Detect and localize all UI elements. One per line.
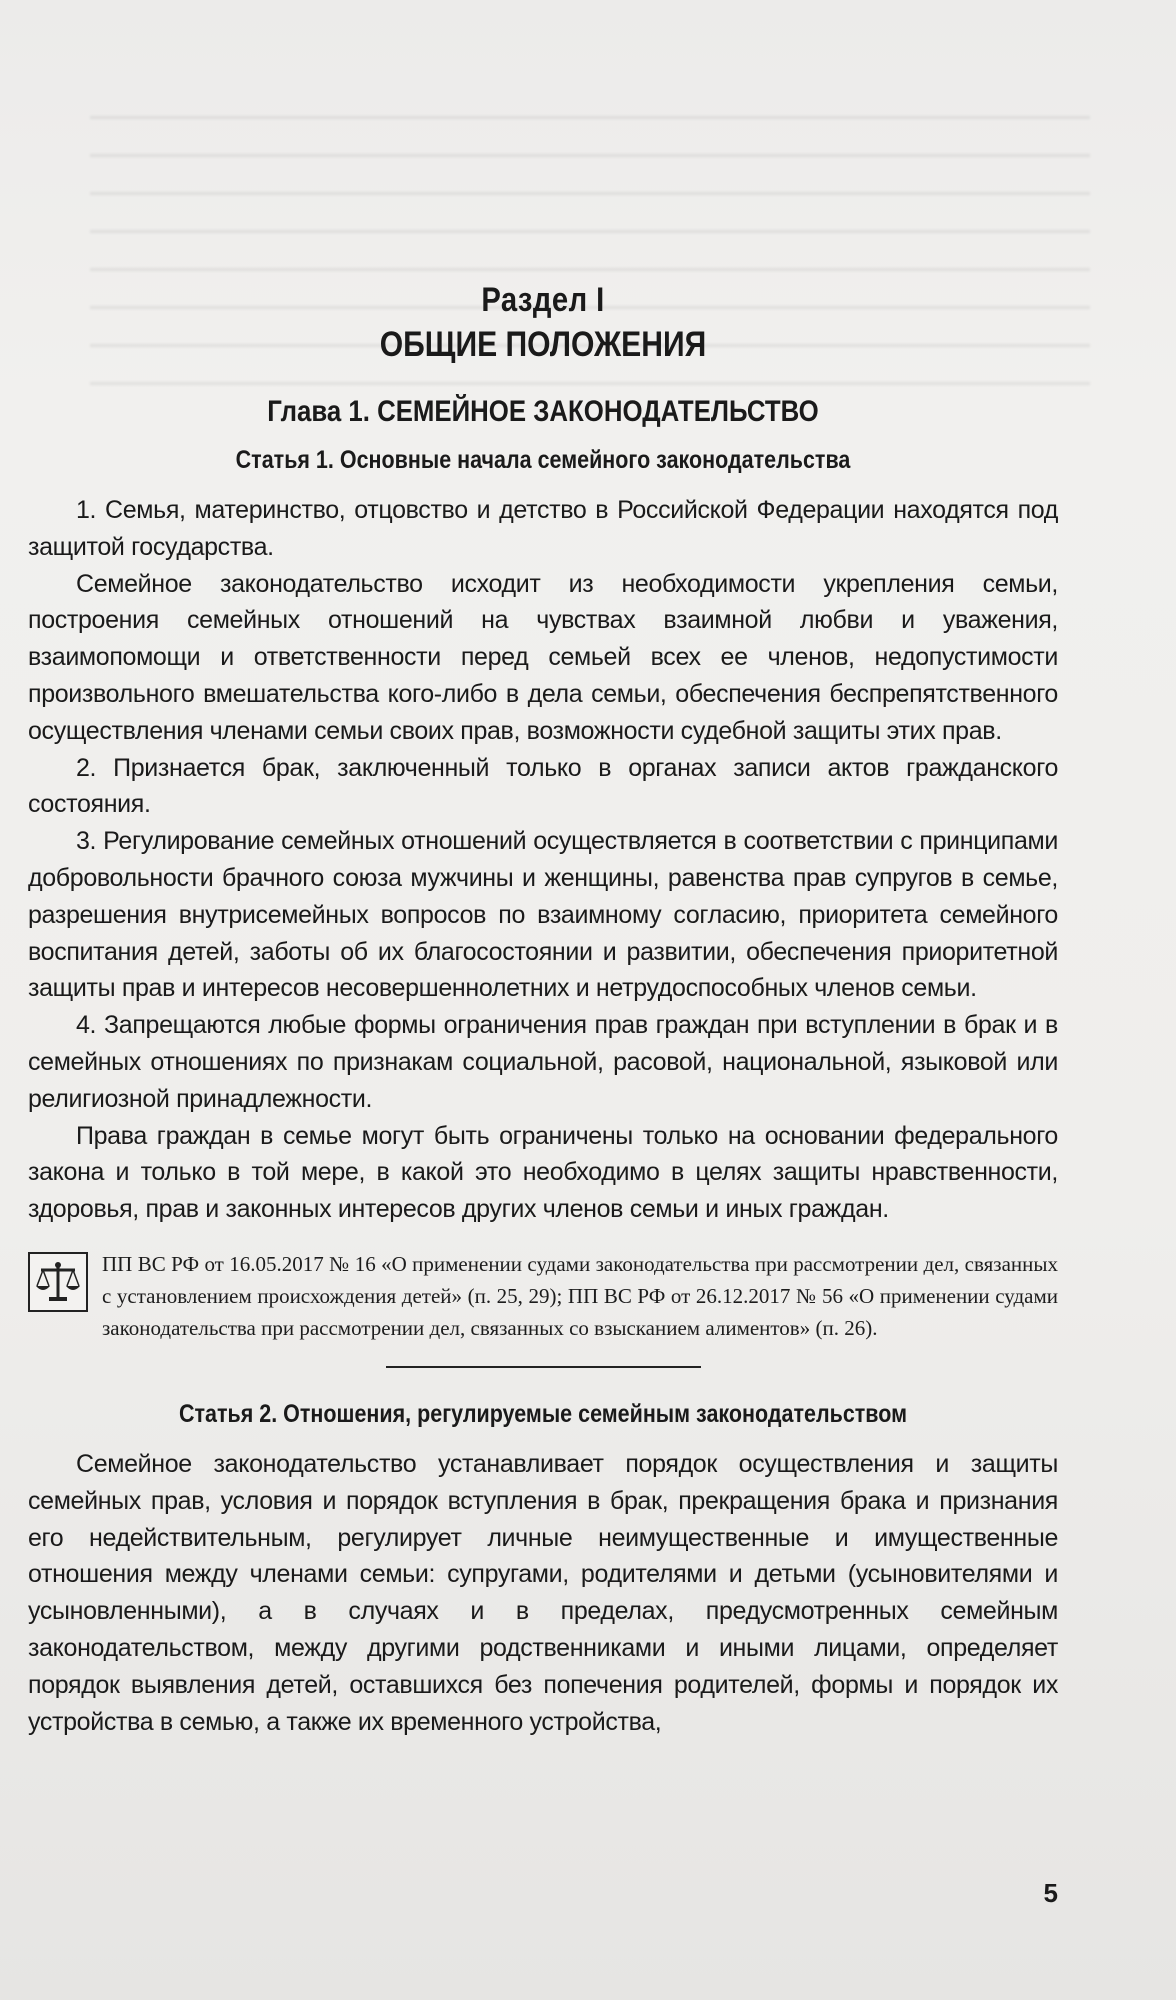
court-ruling-note — [28, 1248, 1058, 1344]
section-title: Раздел I — [481, 281, 605, 319]
article-1-paragraph: 1. Семья, материнство, отцовство и детство в Российской Федерации находятся под защитой государства. — [28, 496, 1058, 561]
section-divider — [386, 1366, 701, 1368]
article-1-paragraph: 3. Регулирование семейных отношений осуществляется в соответствии с принципами добровольности брачного союза мужчины и женщины, равенства прав супругов в семье, разрешения внутрисемейных вопросов по взаимному согласию, приоритета семейного воспитания детей, заботы об их благосостоянии и развитии, обеспечения приоритетной защиты прав и интересов несовершеннолетних и нетрудоспособных членов семьи. — [28, 827, 1058, 1003]
article-2-paragraph: Семейное законодательство устанавливает порядок осуществления и защиты семейных прав, условия и порядок вступления в брак, прекращения брака и признания его недействительным, регулирует личные неимущественные и имущественные отношения между членами семьи: супругами, родителями и детьми (усыновителями и усыновленными), а в случаях и в пределах, предусмотренных семейным законодательством, между другими родственниками и иными лицами, определяет порядок выявления детей, оставшихся без попечения родителей, формы и порядок их устройства в семью, а также их временного устройства, — [28, 1449, 1058, 1736]
page-content — [28, 278, 1058, 1740]
article-2-title: Статья 2. Отношения, регулируемые семейным законодательством — [178, 1399, 907, 1428]
scales-of-justice-icon — [28, 1252, 88, 1312]
article-1-paragraph: 4. Запрещаются любые формы ограничения прав граждан при вступлении в брак и в семейных отношениях по признакам социальной, расовой, национальной, языковой или религиозной принадлежности. — [28, 1011, 1058, 1113]
article-1-paragraph: Права граждан в семье могут быть ограничены только на основании федерального закона и только в той мере, в какой это необходимо в целях защиты нравственности, здоровья, прав и законных интересов других членов семьи и иных граждан. — [28, 1121, 1058, 1224]
article-1-paragraph: 2. Признается брак, заключенный только в органах записи актов гражданского состояния. — [28, 753, 1058, 819]
article-1-title: Статья 1. Основные начала семейного законодательства — [235, 446, 851, 474]
article-1-paragraph: Семейное законодательство исходит из необходимости укрепления семьи, построения семейных отношений на чувствах взаимной любви и уважения, взаимопомощи и ответственности перед семьей всех ее членов, недопустимости произвольного вмешательства кого-либо в дела семьи, обеспечения беспрепятственного осуществления членами семьи своих прав, возможности судебной защиты этих прав. — [28, 569, 1058, 745]
court-ruling-text: ПП ВС РФ от 16.05.2017 № 16 «О применении судами законодательства при рассмотрении дел, связанных с установлением происхождения детей» (п. 25, 29); ПП ВС РФ от 26.12.2017 № 56 «О применении судами законодательства при рассмотрении дел, связанных со взысканием алиментов» (п. 26). — [102, 1251, 1058, 1340]
chapter-title: Глава 1. СЕМЕЙНОЕ ЗАКОНОДАТЕЛЬСТВО — [267, 395, 819, 428]
section-name: ОБЩИЕ ПОЛОЖЕНИЯ — [379, 325, 707, 364]
page-number: 5 — [1043, 1878, 1058, 1908]
